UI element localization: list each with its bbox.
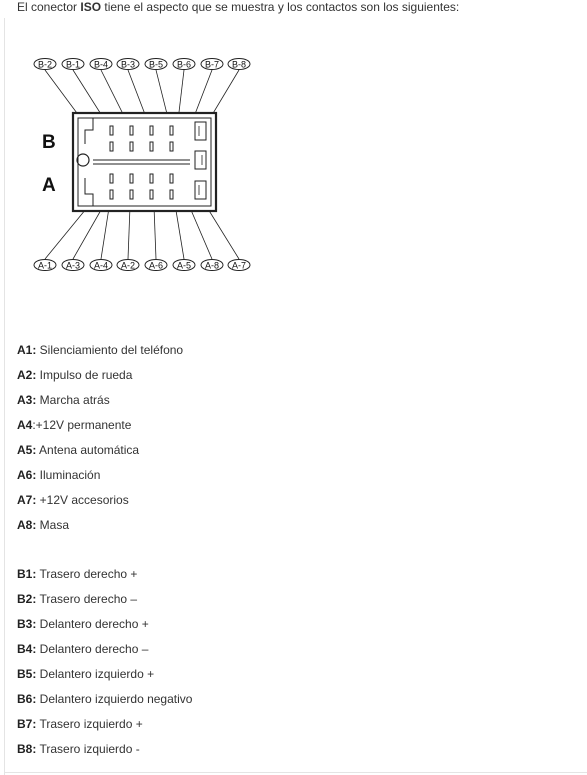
pin-a-row	[17, 493, 129, 508]
pin-description: Marcha atrás	[36, 393, 110, 407]
pin-b-row	[17, 692, 192, 707]
pin-a-row	[17, 343, 183, 358]
top-label-b-6	[173, 59, 195, 70]
svg-text:B-5: B-5	[148, 59, 164, 70]
bottom-label-a-3	[62, 260, 84, 271]
svg-text:A-6: A-6	[148, 260, 164, 271]
pin-a-row	[17, 418, 131, 433]
pin-slot	[130, 190, 133, 199]
pin-code: A3:	[17, 393, 37, 407]
pin-slot	[150, 190, 153, 199]
bottom-label-a-5	[173, 260, 195, 271]
top-label-b-3	[117, 59, 139, 70]
bottom-label-a-6	[145, 260, 167, 271]
bottom-pin-labels	[34, 260, 250, 271]
pin-slot	[130, 174, 133, 183]
bottom-label-a-4	[90, 260, 112, 271]
pin-b-row	[17, 642, 148, 657]
pin-code: A1:	[17, 343, 37, 357]
svg-text:B-3: B-3	[120, 59, 136, 70]
pin-a-row	[17, 443, 139, 458]
pin-code: A6:	[17, 468, 37, 482]
pin-a-row	[17, 468, 100, 483]
row-b-label: B	[42, 132, 56, 153]
left-border	[4, 18, 5, 775]
pin-b-row	[17, 742, 140, 757]
pin-slot	[150, 142, 153, 151]
pin-description: :+12V permanente	[32, 418, 132, 432]
bottom-label-a-7	[228, 260, 250, 271]
iso-connector-diagram	[25, 50, 265, 280]
pin-description: Silenciamiento del teléfono	[36, 343, 184, 357]
pin-slot	[110, 190, 113, 199]
pin-code: B1:	[17, 567, 37, 581]
svg-text:A-2: A-2	[120, 260, 136, 271]
pin-slot	[110, 174, 113, 183]
svg-text:B-2: B-2	[37, 59, 53, 70]
pin-a-row	[17, 518, 69, 533]
pin-description: Delantero derecho +	[36, 617, 149, 631]
svg-text:A-1: A-1	[37, 260, 53, 271]
pin-b-row	[17, 567, 137, 582]
svg-text:A-7: A-7	[231, 260, 247, 271]
pin-code: A4	[17, 418, 33, 432]
pin-slot	[110, 142, 113, 151]
pin-description: Delantero derecho –	[36, 642, 149, 656]
svg-text:B-8: B-8	[231, 59, 247, 70]
pin-a-row	[17, 368, 132, 383]
svg-text:B-7: B-7	[204, 59, 220, 70]
svg-text:A-4: A-4	[93, 260, 109, 271]
pin-description: Trasero derecho +	[36, 567, 138, 581]
svg-text:B-6: B-6	[176, 59, 192, 70]
pin-description: Delantero izquierdo +	[36, 667, 155, 681]
pin-description: Delantero izquierdo negativo	[36, 692, 193, 706]
pin-code: A5:	[17, 443, 37, 457]
intro-text-end: tiene el aspecto que se muestra y los contactos son los siguientes:	[101, 0, 460, 14]
pin-b-row	[17, 667, 154, 682]
pin-description: Iluminación	[36, 468, 101, 482]
pin-description: Antena automática	[36, 443, 140, 457]
top-label-b-5	[145, 59, 167, 70]
bottom-border	[4, 772, 587, 773]
pin-description: +12V accesorios	[36, 493, 129, 507]
pin-slot	[150, 174, 153, 183]
pin-code: B6:	[17, 692, 37, 706]
bottom-label-a-8	[201, 260, 223, 271]
top-label-b-8	[228, 59, 250, 70]
pin-code: B4:	[17, 642, 37, 656]
pin-b-row	[17, 717, 143, 732]
pin-code: A7:	[17, 493, 37, 507]
pin-slot	[170, 190, 173, 199]
top-label-b-4	[90, 59, 112, 70]
intro-paragraph	[17, 0, 459, 15]
pin-slot	[110, 126, 113, 135]
pin-code: B2:	[17, 592, 37, 606]
svg-text:A-3: A-3	[65, 260, 81, 271]
row-a-label: A	[42, 175, 56, 196]
pin-slot	[170, 142, 173, 151]
pin-code: B5:	[17, 667, 37, 681]
svg-text:B-1: B-1	[65, 59, 81, 70]
pin-description: Trasero izquierdo +	[36, 717, 143, 731]
pin-code: A8:	[17, 518, 37, 532]
pin-slot	[170, 174, 173, 183]
top-label-b-2	[34, 59, 56, 70]
svg-text:A-5: A-5	[176, 260, 192, 271]
pin-description: Impulso de rueda	[36, 368, 133, 382]
pin-code: A2:	[17, 368, 37, 382]
pin-description: Trasero derecho –	[36, 592, 138, 606]
top-pin-labels	[34, 59, 250, 70]
pin-code: B7:	[17, 717, 37, 731]
top-label-b-1	[62, 59, 84, 70]
pin-slot	[130, 126, 133, 135]
intro-text-start: El conector	[17, 0, 81, 14]
top-label-b-7	[201, 59, 223, 70]
intro-bold-iso: ISO	[80, 0, 102, 14]
pin-b-row	[17, 592, 137, 607]
bottom-label-a-2	[117, 260, 139, 271]
pin-slot	[130, 142, 133, 151]
pin-description: Masa	[36, 518, 70, 532]
svg-text:B-4: B-4	[93, 59, 109, 70]
pin-slot	[150, 126, 153, 135]
pin-a-row	[17, 393, 110, 408]
bottom-label-a-1	[34, 260, 56, 271]
pin-b-row	[17, 617, 149, 632]
pin-slot	[170, 126, 173, 135]
svg-text:A-8: A-8	[204, 260, 220, 271]
pin-code: B3:	[17, 617, 37, 631]
pin-description: Trasero izquierdo -	[36, 742, 140, 756]
pin-code: B8:	[17, 742, 37, 756]
connector-body	[73, 113, 216, 211]
